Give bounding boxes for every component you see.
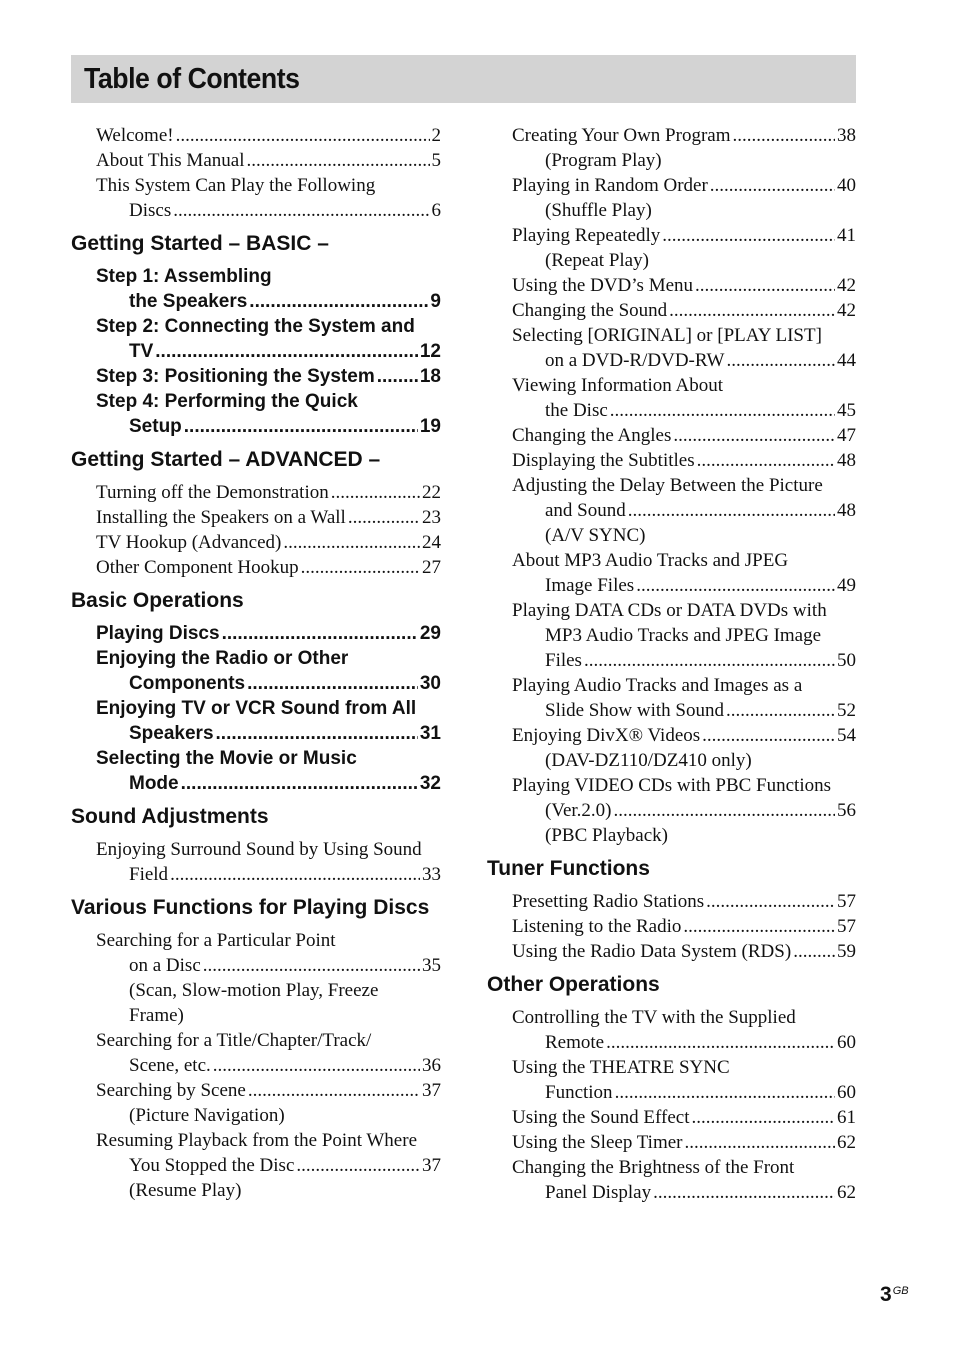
entry-title-text: Listening to the Radio [512, 916, 682, 937]
entry-page-number: 38 [837, 125, 856, 146]
entry-page-number: 19 [419, 416, 441, 437]
entry-title-text: Other Component Hookup [96, 557, 299, 578]
entry-title-text: Resuming Playback from the Point Where [96, 1130, 418, 1151]
entry-page-number: 62 [837, 1132, 856, 1153]
entry-title-text: About MP3 Audio Tracks and JPEG [512, 550, 789, 571]
entry-title-line [512, 1030, 856, 1055]
entry-title-line [512, 398, 856, 423]
dot-leader [173, 198, 429, 223]
entry-title-line [512, 1105, 856, 1130]
entry-title-text: Selecting the Movie or Music [96, 748, 357, 769]
entry-title-line [96, 505, 441, 530]
entry-title-text: Creating Your Own Program [512, 125, 731, 146]
entry-page-number: 12 [419, 341, 441, 362]
entry-title-line [96, 646, 441, 671]
toc-entry[interactable] [487, 914, 856, 939]
entry-title-text: Using the Sound Effect [512, 1107, 690, 1128]
entry-page-number: 33 [422, 864, 441, 885]
dot-leader [247, 671, 418, 696]
entry-title-line [512, 698, 856, 723]
entry-page-number: 57 [837, 891, 856, 912]
entry-subtitle: (Resume Play) [129, 1180, 242, 1201]
page-number [880, 1283, 909, 1307]
entry-title-line [96, 1078, 441, 1103]
dot-leader [348, 505, 420, 530]
entry-title-text: Playing VIDEO CDs with PBC Functions [512, 775, 831, 796]
entry-title-text: Changing the Brightness of the Front [512, 1157, 795, 1178]
toc-left-column [71, 123, 441, 1203]
entry-title-line [512, 173, 856, 198]
toc-entry[interactable] [487, 423, 856, 448]
entry-title-line [96, 173, 441, 198]
entry-title-line [96, 289, 441, 314]
entry-page-number: 48 [837, 450, 856, 471]
entry-title-text: the Speakers [129, 291, 248, 312]
entry-subtitle: (Scan, Slow-motion Play, Freeze [129, 980, 379, 1001]
entry-page-number: 35 [422, 955, 441, 976]
entry-title-text: Panel Display [545, 1182, 652, 1203]
entry-page-number: 18 [419, 366, 441, 387]
toc-entry[interactable] [71, 364, 441, 389]
page-number-value: 3 [880, 1283, 892, 1306]
entry-title-text: Adjusting the Delay Between the Picture [512, 475, 823, 496]
entry-page-number: 48 [837, 500, 856, 521]
entry-title-text: Welcome! [96, 125, 174, 146]
entry-page-number: 50 [837, 650, 856, 671]
toc-entry[interactable] [71, 1078, 441, 1128]
entry-title-line [512, 573, 856, 598]
entry-title-text: Function [545, 1082, 613, 1103]
entry-page-number: 56 [837, 800, 856, 821]
entry-title-text: the Disc [545, 400, 608, 421]
entry-title-line [96, 621, 441, 646]
entry-title-text: This System Can Play the Following [96, 175, 376, 196]
entry-title-line [96, 671, 441, 696]
toc-entry[interactable] [487, 223, 856, 273]
entry-title-line [512, 648, 856, 673]
entry-page-number: 57 [837, 916, 856, 937]
entry-page-number: 44 [837, 350, 856, 371]
toc-entry[interactable] [71, 505, 441, 530]
entry-title-text: Enjoying Surround Sound by Using Sound [96, 839, 422, 860]
entry-title-line [512, 473, 856, 498]
dot-leader [331, 480, 420, 505]
entry-title-line [512, 1180, 856, 1205]
dot-leader [610, 398, 835, 423]
entry-page-number: 61 [837, 1107, 856, 1128]
dot-leader [636, 573, 835, 598]
entry-title-line [512, 1155, 856, 1180]
entry-title-line [96, 389, 441, 414]
entry-title-text: Changing the Angles [512, 425, 672, 446]
toc-entry[interactable] [71, 928, 441, 1028]
toc-entry[interactable] [487, 1005, 856, 1055]
entry-title-text: Remote [545, 1032, 605, 1053]
entry-title-text: on a DVD-R/DVD-RW [545, 350, 725, 371]
entry-title-line [512, 448, 856, 473]
dot-leader [702, 723, 835, 748]
entry-page-number: 42 [837, 300, 856, 321]
entry-title-line [512, 798, 856, 823]
entry-title-line [512, 323, 856, 348]
entry-title-line [512, 223, 856, 248]
toc-entry[interactable] [71, 173, 441, 223]
entry-title-text: Playing in Random Order [512, 175, 708, 196]
entry-title-line [96, 1128, 441, 1153]
entry-title-line [512, 598, 856, 623]
toc-entry[interactable] [487, 1105, 856, 1130]
entry-title-line [96, 314, 441, 339]
entry-title-text: on a Disc [129, 955, 201, 976]
entry-page-number: 9 [430, 291, 441, 312]
entry-page-number: 36 [422, 1055, 441, 1076]
section-heading: Getting Started – BASIC – [71, 232, 329, 255]
toc-entry[interactable] [487, 298, 856, 323]
toc-entry[interactable] [487, 939, 856, 964]
page-suffix: GB [892, 1285, 909, 1297]
dot-leader [216, 721, 418, 746]
entry-page-number: 22 [422, 482, 441, 503]
entry-title-text: Searching for a Particular Point [96, 930, 336, 951]
toc-entry[interactable] [71, 837, 441, 887]
entry-title-line [512, 1080, 856, 1105]
entry-title-line [96, 1153, 441, 1178]
toc-entry[interactable] [487, 889, 856, 914]
dot-leader [584, 648, 835, 673]
entry-page-number: 62 [837, 1182, 856, 1203]
entry-title-text: Turning off the Demonstration [96, 482, 329, 503]
entry-title-text: Using the DVD’s Menu [512, 275, 694, 296]
entry-page-number: 27 [422, 557, 441, 578]
dot-leader [628, 498, 835, 523]
dot-leader [793, 939, 835, 964]
entry-subtitle: (PBC Playback) [545, 825, 668, 846]
entry-title-line [512, 1005, 856, 1030]
entry-title-text: Components [129, 673, 246, 694]
entry-title-line [96, 264, 441, 289]
entry-page-number: 45 [837, 400, 856, 421]
entry-title-text: Playing DATA CDs or DATA DVDs with [512, 600, 827, 621]
entry-title-text: Step 3: Positioning the System [96, 366, 375, 387]
entry-title-text: MP3 Audio Tracks and JPEG Image [545, 625, 822, 646]
entry-title-text: Field [129, 864, 169, 885]
section-heading: Sound Adjustments [71, 805, 269, 828]
entry-title-line [512, 348, 856, 373]
dot-leader [203, 953, 420, 978]
entry-title-text: Enjoying TV or VCR Sound from All [96, 698, 417, 719]
dot-leader [248, 1078, 420, 1103]
entry-title-text: Enjoying DivX® Videos [512, 725, 701, 746]
entry-page-number: 60 [837, 1082, 856, 1103]
toc-entry[interactable] [487, 723, 856, 773]
entry-page-number: 30 [419, 673, 441, 694]
dot-leader [697, 448, 835, 473]
toc-entry[interactable] [71, 480, 441, 505]
dot-leader [662, 223, 835, 248]
dot-leader [296, 1153, 420, 1178]
dot-leader [301, 555, 420, 580]
entry-subtitle: Frame) [129, 1005, 184, 1026]
entry-title-line [512, 673, 856, 698]
entry-title-text: Searching for a Title/Chapter/Track/ [96, 1030, 372, 1051]
toc-entry[interactable] [71, 621, 441, 646]
entry-title-text: Changing the Sound [512, 300, 668, 321]
dot-leader [613, 798, 835, 823]
entry-title-text: Step 4: Performing the Quick [96, 391, 358, 412]
dot-leader [710, 173, 835, 198]
entry-title-line [96, 771, 441, 796]
entry-title-line [96, 928, 441, 953]
entry-title-text: Speakers [129, 723, 214, 744]
entry-title-text: Displaying the Subtitles [512, 450, 695, 471]
toc-entry[interactable] [71, 1128, 441, 1203]
entry-title-line [96, 837, 441, 862]
entry-title-text: Controlling the TV with the Supplied [512, 1007, 796, 1028]
entry-title-text: Step 1: Assembling [96, 266, 272, 287]
dot-leader [222, 621, 418, 646]
toc-entry[interactable] [71, 1028, 441, 1078]
entry-page-number: 42 [837, 275, 856, 296]
entry-title-text: Playing Discs [96, 623, 220, 644]
section-heading: Other Operations [487, 973, 660, 996]
entry-title-line [512, 273, 856, 298]
entry-subtitle: (Repeat Play) [545, 250, 649, 271]
entry-title-line [512, 723, 856, 748]
entry-page-number: 41 [837, 225, 856, 246]
entry-title-text: Installing the Speakers on a Wall [96, 507, 346, 528]
section-heading: Various Functions for Playing Discs [71, 896, 430, 919]
dot-leader [684, 1130, 835, 1155]
page-title: Table of Contents [84, 62, 300, 95]
entry-page-number: 59 [837, 941, 856, 962]
entry-page-number: 37 [422, 1080, 441, 1101]
toc-entry[interactable] [487, 273, 856, 298]
entry-title-text: Presetting Radio Stations [512, 891, 705, 912]
entry-title-text: (Ver.2.0) [545, 800, 612, 821]
dot-leader [246, 148, 429, 173]
entry-title-text: Slide Show with Sound [545, 700, 724, 721]
dot-leader [695, 273, 835, 298]
entry-title-text: Using the Radio Data System (RDS) [512, 941, 792, 962]
entry-page-number: 2 [431, 125, 441, 146]
dot-leader [692, 1105, 836, 1130]
entry-title-text: Using the Sleep Timer [512, 1132, 683, 1153]
entry-page-number: 40 [837, 175, 856, 196]
entry-title-text: Discs [129, 200, 172, 221]
entry-title-line [512, 123, 856, 148]
entry-title-text: Image Files [545, 575, 635, 596]
entry-title-line [512, 423, 856, 448]
toc-entry[interactable] [71, 696, 441, 746]
entry-title-text: Step 2: Connecting the System and [96, 316, 415, 337]
entry-title-text: You Stopped the Disc [129, 1155, 295, 1176]
entry-title-line [96, 862, 441, 887]
entry-title-line [512, 1130, 856, 1155]
dot-leader [283, 530, 420, 555]
toc-entry[interactable] [487, 448, 856, 473]
dot-leader [184, 414, 418, 439]
entry-subtitle: (Program Play) [545, 150, 662, 171]
entry-page-number: 37 [422, 1155, 441, 1176]
toc-entry[interactable] [487, 473, 856, 548]
entry-subtitle: (Picture Navigation) [129, 1105, 285, 1126]
toc-entry[interactable] [71, 389, 441, 439]
section-heading: Tuner Functions [487, 857, 650, 880]
entry-page-number: 23 [422, 507, 441, 528]
entry-title-line [96, 721, 441, 746]
toc-entry[interactable] [71, 314, 441, 364]
toc-entry[interactable] [487, 773, 856, 848]
dot-leader [181, 771, 418, 796]
entry-subtitle: (Shuffle Play) [545, 200, 652, 221]
entry-title-text: Mode [129, 773, 179, 794]
entry-page-number: 5 [431, 150, 441, 171]
entry-title-line [96, 1053, 441, 1078]
toc-entry[interactable] [487, 123, 856, 173]
entry-page-number: 52 [837, 700, 856, 721]
toc-entry[interactable] [487, 373, 856, 423]
dot-leader [176, 123, 430, 148]
entry-title-line [96, 746, 441, 771]
entry-title-line [512, 623, 856, 648]
entry-subtitle: (A/V SYNC) [545, 525, 646, 546]
entry-title-line [96, 530, 441, 555]
toc-entry[interactable] [71, 746, 441, 796]
entry-title-text: About This Manual [96, 150, 245, 171]
dot-leader [249, 289, 428, 314]
dot-leader [615, 1080, 835, 1105]
entry-title-text: Files [545, 650, 582, 671]
toc-entry[interactable] [487, 323, 856, 373]
entry-title-text: Playing Repeatedly [512, 225, 661, 246]
entry-page-number: 6 [431, 200, 441, 221]
dot-leader [170, 862, 420, 887]
entry-title-line [96, 555, 441, 580]
entry-title-line [96, 414, 441, 439]
entry-page-number: 24 [422, 532, 441, 553]
toc-entry[interactable] [487, 173, 856, 223]
toc-entry[interactable] [71, 646, 441, 696]
toc-entry[interactable] [71, 530, 441, 555]
entry-title-text: Scene, etc. [129, 1055, 211, 1076]
entry-title-line [96, 364, 441, 389]
title-bar [71, 55, 856, 103]
entry-title-line [512, 373, 856, 398]
entry-title-line [96, 953, 441, 978]
entry-title-line [512, 548, 856, 573]
dot-leader [606, 1030, 835, 1055]
entry-title-text: TV Hookup (Advanced) [96, 532, 282, 553]
dot-leader [653, 1180, 835, 1205]
dot-leader [683, 914, 835, 939]
entry-title-text: Using the THEATRE SYNC [512, 1057, 730, 1078]
entry-title-line [512, 498, 856, 523]
dot-leader [673, 423, 835, 448]
dot-leader [155, 339, 418, 364]
entry-subtitle: (DAV-DZ110/DZ410 only) [545, 750, 752, 771]
entry-title-text: Viewing Information About [512, 375, 723, 396]
entry-page-number: 47 [837, 425, 856, 446]
entry-title-text: Enjoying the Radio or Other [96, 648, 349, 669]
toc-entry[interactable] [487, 548, 856, 598]
toc-entry[interactable] [487, 1130, 856, 1155]
entry-page-number: 60 [837, 1032, 856, 1053]
dot-leader [706, 889, 835, 914]
toc-entry[interactable] [71, 264, 441, 314]
entry-page-number: 29 [419, 623, 441, 644]
entry-title-line [512, 1055, 856, 1080]
entry-page-number: 49 [837, 575, 856, 596]
entry-title-line [96, 148, 441, 173]
entry-title-line [96, 1028, 441, 1053]
entry-page-number: 54 [837, 725, 856, 746]
toc-entry[interactable] [487, 1155, 856, 1205]
entry-title-line [512, 889, 856, 914]
section-heading: Getting Started – ADVANCED – [71, 448, 381, 471]
section-heading: Basic Operations [71, 589, 244, 612]
toc-entry[interactable] [487, 673, 856, 723]
dot-leader [377, 364, 418, 389]
toc-entry[interactable] [71, 555, 441, 580]
entry-title-text: Playing Audio Tracks and Images as a [512, 675, 803, 696]
dot-leader [726, 698, 835, 723]
entry-title-line [96, 480, 441, 505]
entry-title-line [512, 298, 856, 323]
entry-title-text: and Sound [545, 500, 626, 521]
entry-title-line [96, 696, 441, 721]
toc-entry[interactable] [71, 123, 441, 148]
entry-title-line [512, 939, 856, 964]
entry-title-line [512, 914, 856, 939]
entry-title-text: Searching by Scene [96, 1080, 246, 1101]
toc-right-column [487, 123, 856, 1205]
entry-page-number: 32 [419, 773, 441, 794]
dot-leader [669, 298, 835, 323]
entry-title-line [512, 773, 856, 798]
entry-title-line [96, 198, 441, 223]
toc-entry[interactable] [487, 1055, 856, 1105]
toc-entry[interactable] [487, 598, 856, 673]
entry-page-number: 31 [419, 723, 441, 744]
entry-title-line [96, 123, 441, 148]
toc-entry[interactable] [71, 148, 441, 173]
dot-leader [726, 348, 835, 373]
entry-title-text: Selecting [ORIGINAL] or [PLAY LIST] [512, 325, 822, 346]
dot-leader [733, 123, 836, 148]
entry-title-text: TV [129, 341, 154, 362]
dot-leader [213, 1053, 420, 1078]
entry-title-line [96, 339, 441, 364]
entry-title-text: Setup [129, 416, 182, 437]
